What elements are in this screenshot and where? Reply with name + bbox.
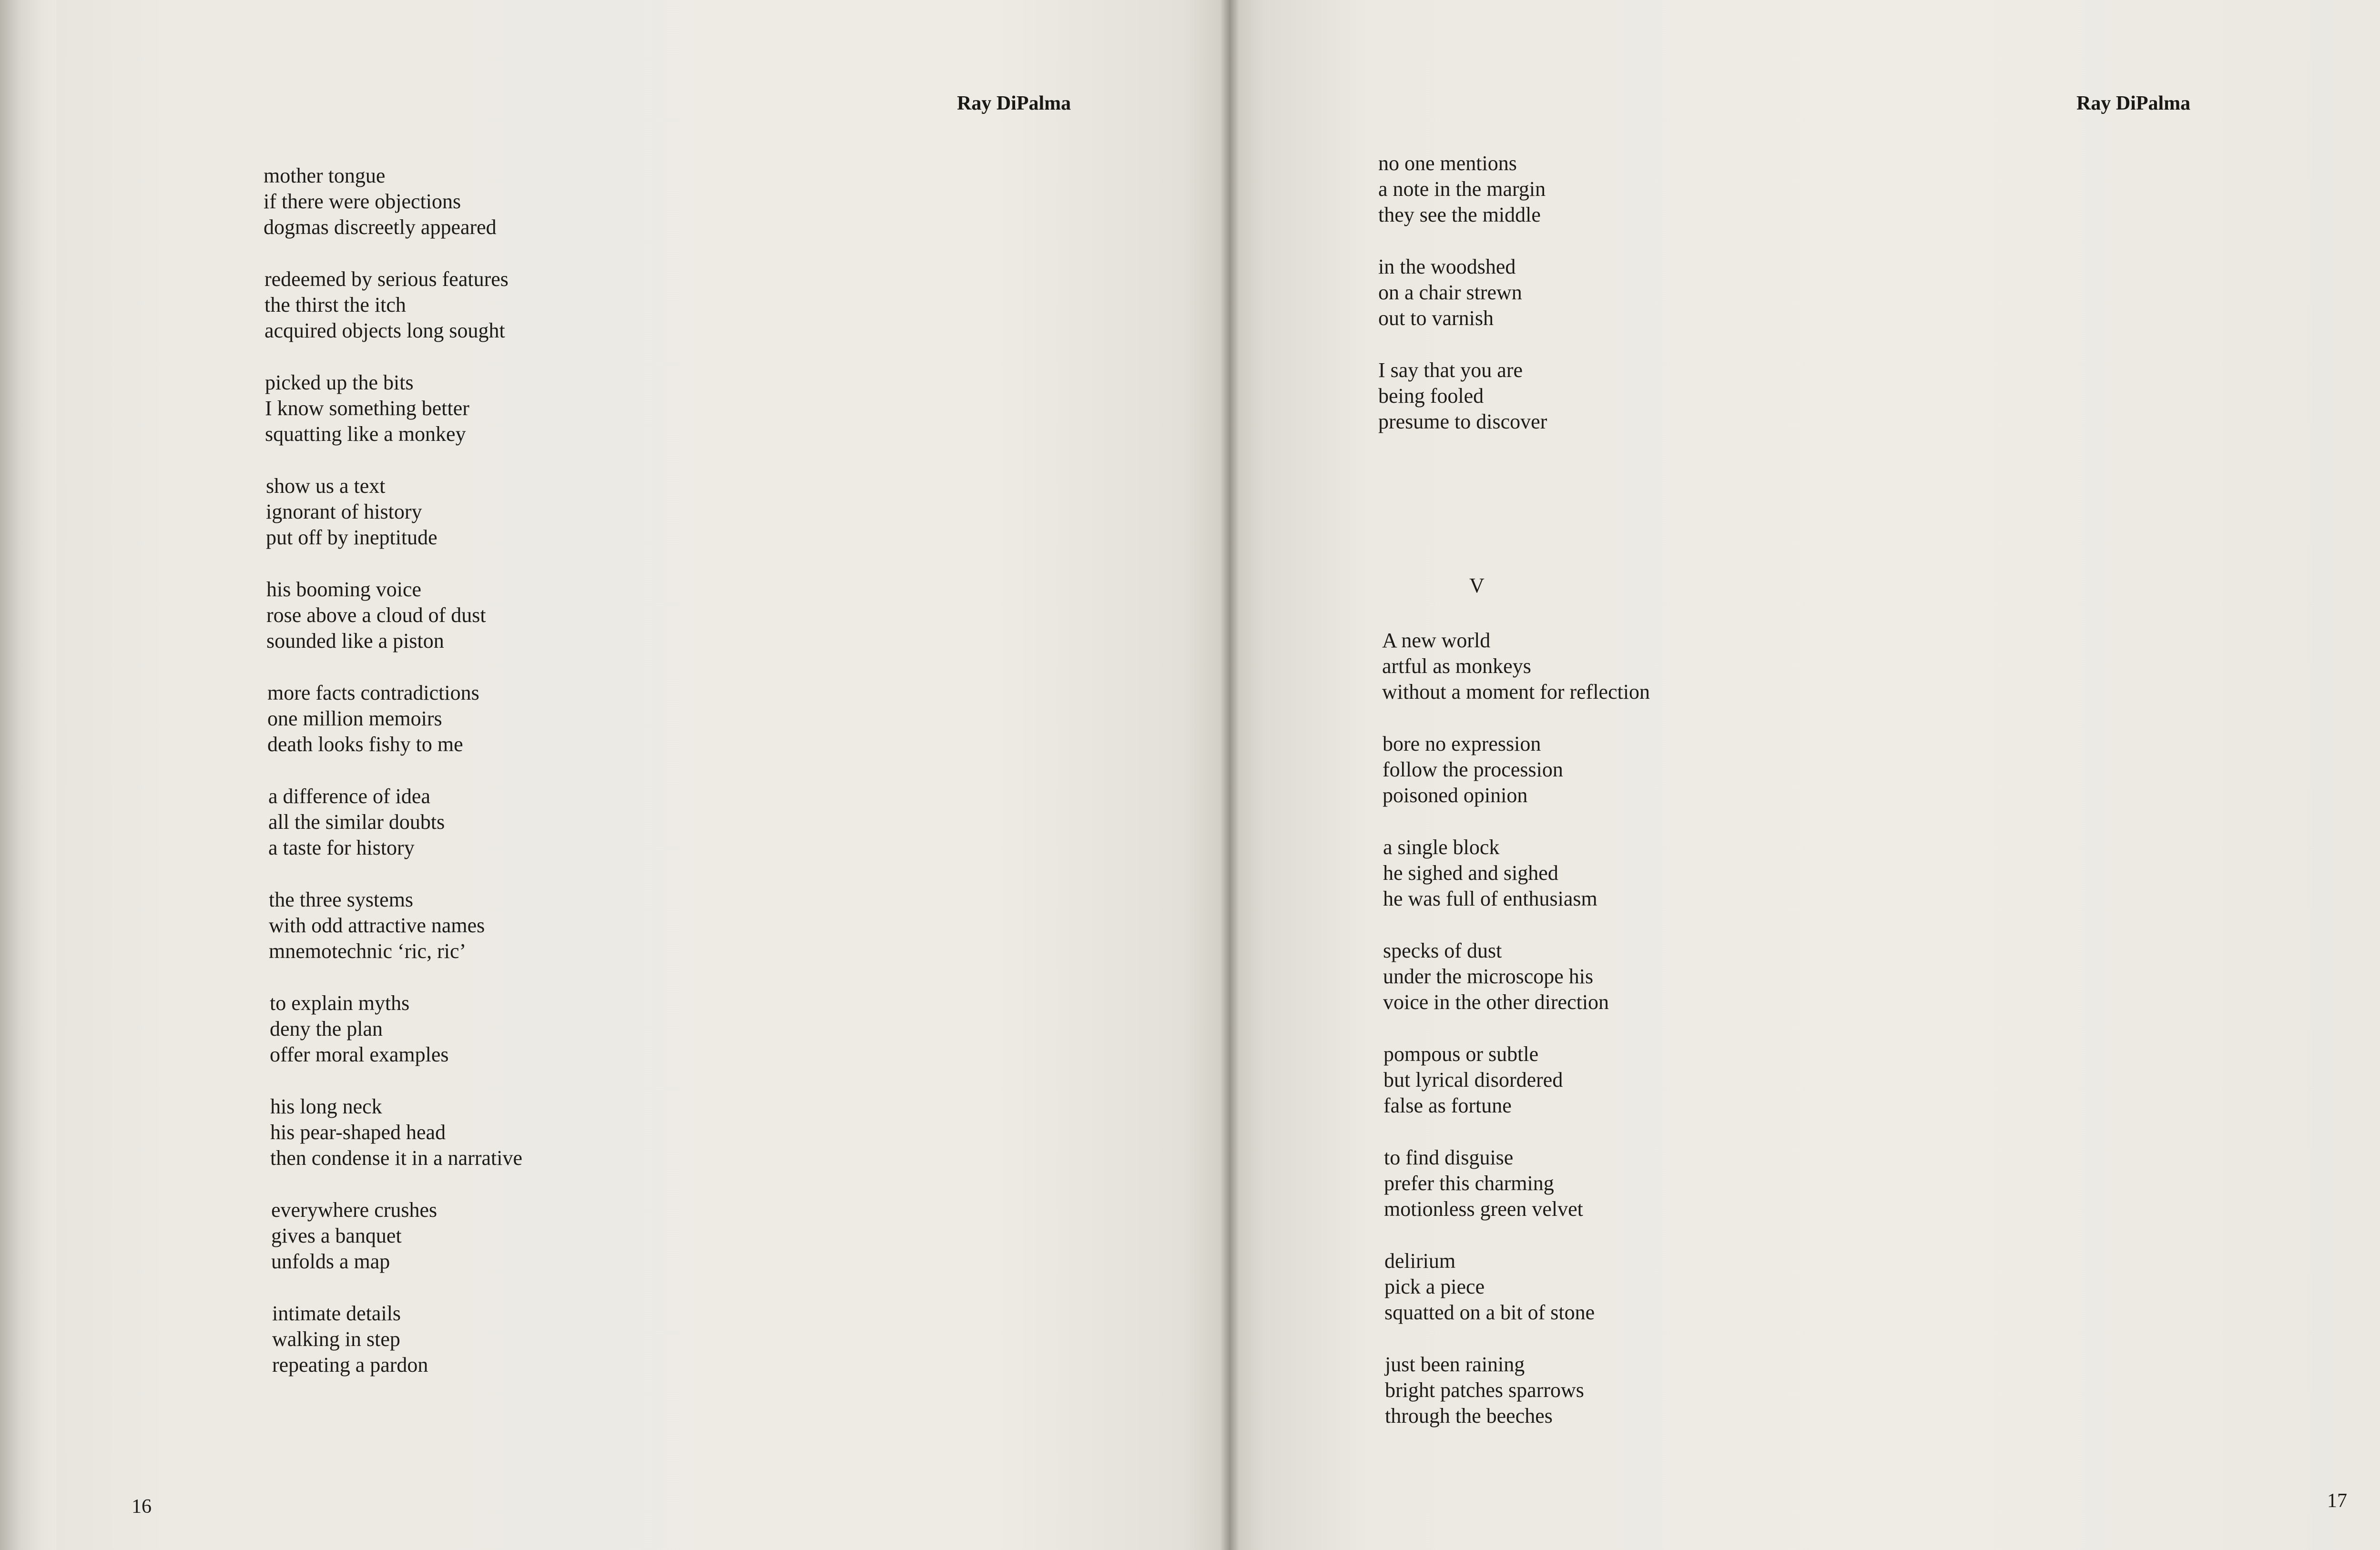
poem-line: acquired objects long sought [264, 319, 505, 342]
poem-line: no one mentions [1378, 152, 1517, 175]
poem-line: mother tongue [264, 164, 386, 187]
poem-line: sounded like a piston [266, 629, 444, 653]
poem-line: a difference of idea [268, 785, 430, 808]
poem-line: mnemotechnic ‘ric, ric’ [269, 939, 467, 963]
poem-line: one million memoirs [267, 707, 442, 730]
stanza [1378, 357, 1547, 435]
poem-line: he was full of enthusiasm [1383, 887, 1597, 910]
stanza [1378, 254, 1547, 331]
poem-line: squatted on a bit of stone [1384, 1301, 1595, 1324]
poem-line: then condense it in a narrative [270, 1146, 523, 1170]
stanza [1383, 835, 1650, 912]
poem-line: offer moral examples [270, 1043, 449, 1066]
stanza [1383, 1041, 1650, 1119]
poem-line: a note in the margin [1378, 177, 1546, 201]
poem-line: I say that you are [1378, 358, 1523, 382]
poem-line: intimate details [272, 1302, 401, 1325]
poem-line: poisoned opinion [1383, 784, 1528, 807]
poem-line: false as fortune [1383, 1094, 1512, 1117]
poem-line: follow the procession [1383, 758, 1563, 781]
poem-line: dogmas discreetly appeared [264, 215, 497, 239]
page-edge-stack [0, 0, 57, 1550]
poem-line: more facts contradictions [267, 681, 479, 704]
left-poem [264, 163, 522, 1378]
poem-line: death looks fishy to me [267, 733, 463, 756]
poem-line: to explain myths [270, 991, 410, 1015]
poem-line: gives a banquet [271, 1224, 402, 1247]
stanza [272, 1301, 522, 1378]
stanza [266, 473, 522, 551]
poem-line: out to varnish [1378, 306, 1494, 330]
poem-line: his booming voice [266, 578, 422, 601]
stanza [270, 1094, 522, 1171]
poem-line: pompous or subtle [1383, 1042, 1539, 1066]
poem-line: ignorant of history [266, 500, 422, 523]
poem-line: in the woodshed [1378, 255, 1516, 278]
poem-line: I know something better [265, 397, 469, 420]
poem-line: a taste for history [268, 836, 415, 859]
poem-line: all the similar doubts [268, 810, 445, 834]
poem-line: the three systems [269, 888, 414, 911]
poem-line: with odd attractive names [269, 914, 485, 937]
stanza [266, 577, 522, 654]
poem-line: on a chair strewn [1378, 281, 1522, 304]
poem-line: A new world [1382, 629, 1491, 652]
gutter-shadow [1220, 0, 1239, 1550]
poem-line: pick a piece [1384, 1275, 1485, 1298]
poem-line: bright patches sparrows [1385, 1378, 1584, 1402]
right-poem-bottom [1382, 628, 1650, 1429]
right-page [1230, 0, 2380, 1550]
poem-line: he sighed and sighed [1383, 861, 1558, 885]
poem-line: motionless green velvet [1384, 1197, 1583, 1221]
left-page-number: 16 [132, 1496, 152, 1518]
stanza [1383, 938, 1650, 1015]
stanza [268, 784, 522, 861]
stanza [265, 370, 522, 447]
poem-line: without a moment for reflection [1382, 680, 1650, 704]
poem-line: picked up the bits [265, 371, 414, 394]
poem-line: put off by ineptitude [266, 526, 437, 549]
poem-line: specks of dust [1383, 939, 1502, 962]
poem-line: redeemed by serious features [264, 267, 509, 291]
poem-line: everywhere crushes [271, 1198, 437, 1222]
poem-line: show us a text [266, 474, 386, 498]
poem-line: repeating a pardon [272, 1353, 428, 1377]
poem-line: being fooled [1378, 384, 1484, 408]
poem-line: his long neck [270, 1095, 382, 1118]
poem-line: to find disguise [1384, 1146, 1514, 1169]
poem-line: his pear-shaped head [270, 1121, 446, 1144]
poem-line: deny the plan [270, 1017, 383, 1040]
right-poem-top [1378, 151, 1547, 435]
section-label: V [1469, 574, 1485, 597]
stanza [1383, 731, 1650, 808]
poem-line: walking in step [272, 1327, 400, 1351]
poem-line: a single block [1383, 836, 1500, 859]
poem-line: voice in the other direction [1383, 990, 1609, 1014]
right-page-number: 17 [2327, 1490, 2347, 1512]
poem-line: presume to discover [1378, 410, 1547, 433]
stanza [269, 887, 522, 964]
poem-line: delirium [1384, 1249, 1456, 1273]
poem-line: but lyrical disordered [1383, 1068, 1563, 1091]
poem-line: they see the middle [1378, 203, 1541, 226]
stanza [1384, 1248, 1650, 1326]
stanza [1382, 628, 1650, 705]
stanza [264, 266, 522, 344]
poem-line: under the microscope his [1383, 965, 1594, 988]
poem-line: bore no expression [1383, 732, 1541, 755]
poem-line: just been raining [1385, 1353, 1525, 1376]
poem-line: through the beeches [1385, 1404, 1553, 1428]
poem-line: the thirst the itch [264, 293, 406, 316]
poem-line: if there were objections [264, 190, 461, 213]
left-page [56, 0, 1230, 1550]
stanza [264, 163, 522, 240]
poem-line: rose above a cloud of dust [266, 603, 486, 627]
stanza [267, 680, 522, 757]
poem-line: prefer this charming [1384, 1172, 1554, 1195]
stanza [270, 990, 522, 1068]
stanza [1378, 151, 1547, 228]
stanza [1384, 1145, 1650, 1222]
poem-line: unfolds a map [271, 1250, 390, 1273]
poem-line: squatting like a monkey [265, 422, 466, 446]
stanza [271, 1197, 522, 1275]
right-page-header: Ray DiPalma [2076, 92, 2191, 114]
poem-line: artful as monkeys [1382, 654, 1531, 678]
left-page-header: Ray DiPalma [957, 92, 1071, 114]
stanza [1385, 1352, 1650, 1429]
